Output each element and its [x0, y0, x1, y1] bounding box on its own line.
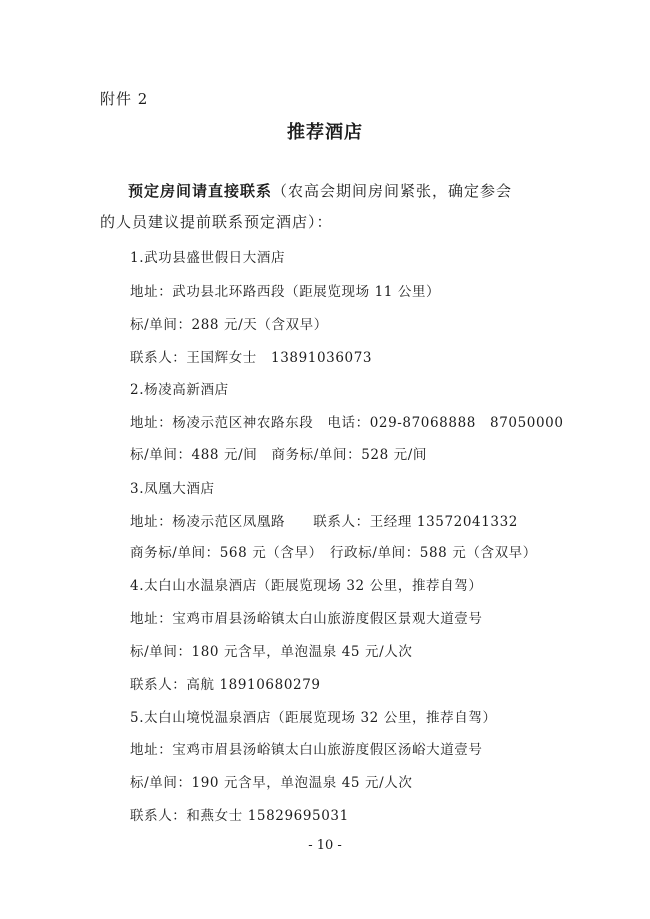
intro-line-1 — [128, 180, 588, 201]
hotel-3-address: 地址：杨凌示范区凤凰路 联系人：王经理 13572041332 — [130, 514, 518, 530]
hotel-4-name: 4.太白山水温泉酒店（距展览现场 32 公里，推荐自驾） — [130, 578, 483, 594]
hotel-2-address: 地址：杨凌示范区神农路东段 电话：029-87068888 87050000 — [130, 415, 564, 431]
hotel-1-price: 标/单间：288 元/天（含双早） — [130, 317, 328, 333]
intro-line-2: 的人员建议提前联系预定酒店）： — [100, 213, 333, 231]
hotel-3-name: 3.凤凰大酒店 — [130, 481, 215, 497]
hotel-4-address: 地址：宝鸡市眉县汤峪镇太白山旅游度假区景观大道壹号 — [130, 611, 483, 627]
hotel-4-price: 标/单间：180 元含早，单泡温泉 45 元/人次 — [130, 644, 413, 660]
attachment-label: 附件 2 — [100, 90, 149, 108]
page-title: 推荐酒店 — [287, 122, 363, 143]
hotel-1-name: 1.武功县盛世假日大酒店 — [130, 250, 286, 266]
hotel-5-price: 标/单间：190 元含早，单泡温泉 45 元/人次 — [130, 775, 413, 791]
intro-emphasis: 预定房间请直接联系 — [128, 182, 273, 200]
hotel-2-price: 标/单间：488 元/间 商务标/单间：528 元/间 — [130, 447, 428, 463]
hotel-3-price: 商务标/单间：568 元（含早） 行政标/单间：588 元（含双早） — [130, 545, 537, 561]
hotel-1-address: 地址：武功县北环路西段（距展览现场 11 公里） — [130, 284, 441, 300]
page-number: - 10 - — [308, 838, 342, 853]
hotel-5-address: 地址：宝鸡市眉县汤峪镇太白山旅游度假区汤峪大道壹号 — [130, 742, 483, 758]
hotel-1-contact: 联系人：王国辉女士 13891036073 — [130, 350, 373, 366]
hotel-2-name: 2.杨凌高新酒店 — [130, 382, 229, 398]
intro-note: （农高会期间房间紧张，确定参会 — [272, 182, 513, 200]
hotel-5-contact: 联系人：和燕女士 15829695031 — [130, 808, 349, 824]
hotel-4-contact: 联系人：高航 18910680279 — [130, 677, 321, 693]
hotel-5-name: 5.太白山境悦温泉酒店（距展览现场 32 公里，推荐自驾） — [130, 710, 497, 726]
